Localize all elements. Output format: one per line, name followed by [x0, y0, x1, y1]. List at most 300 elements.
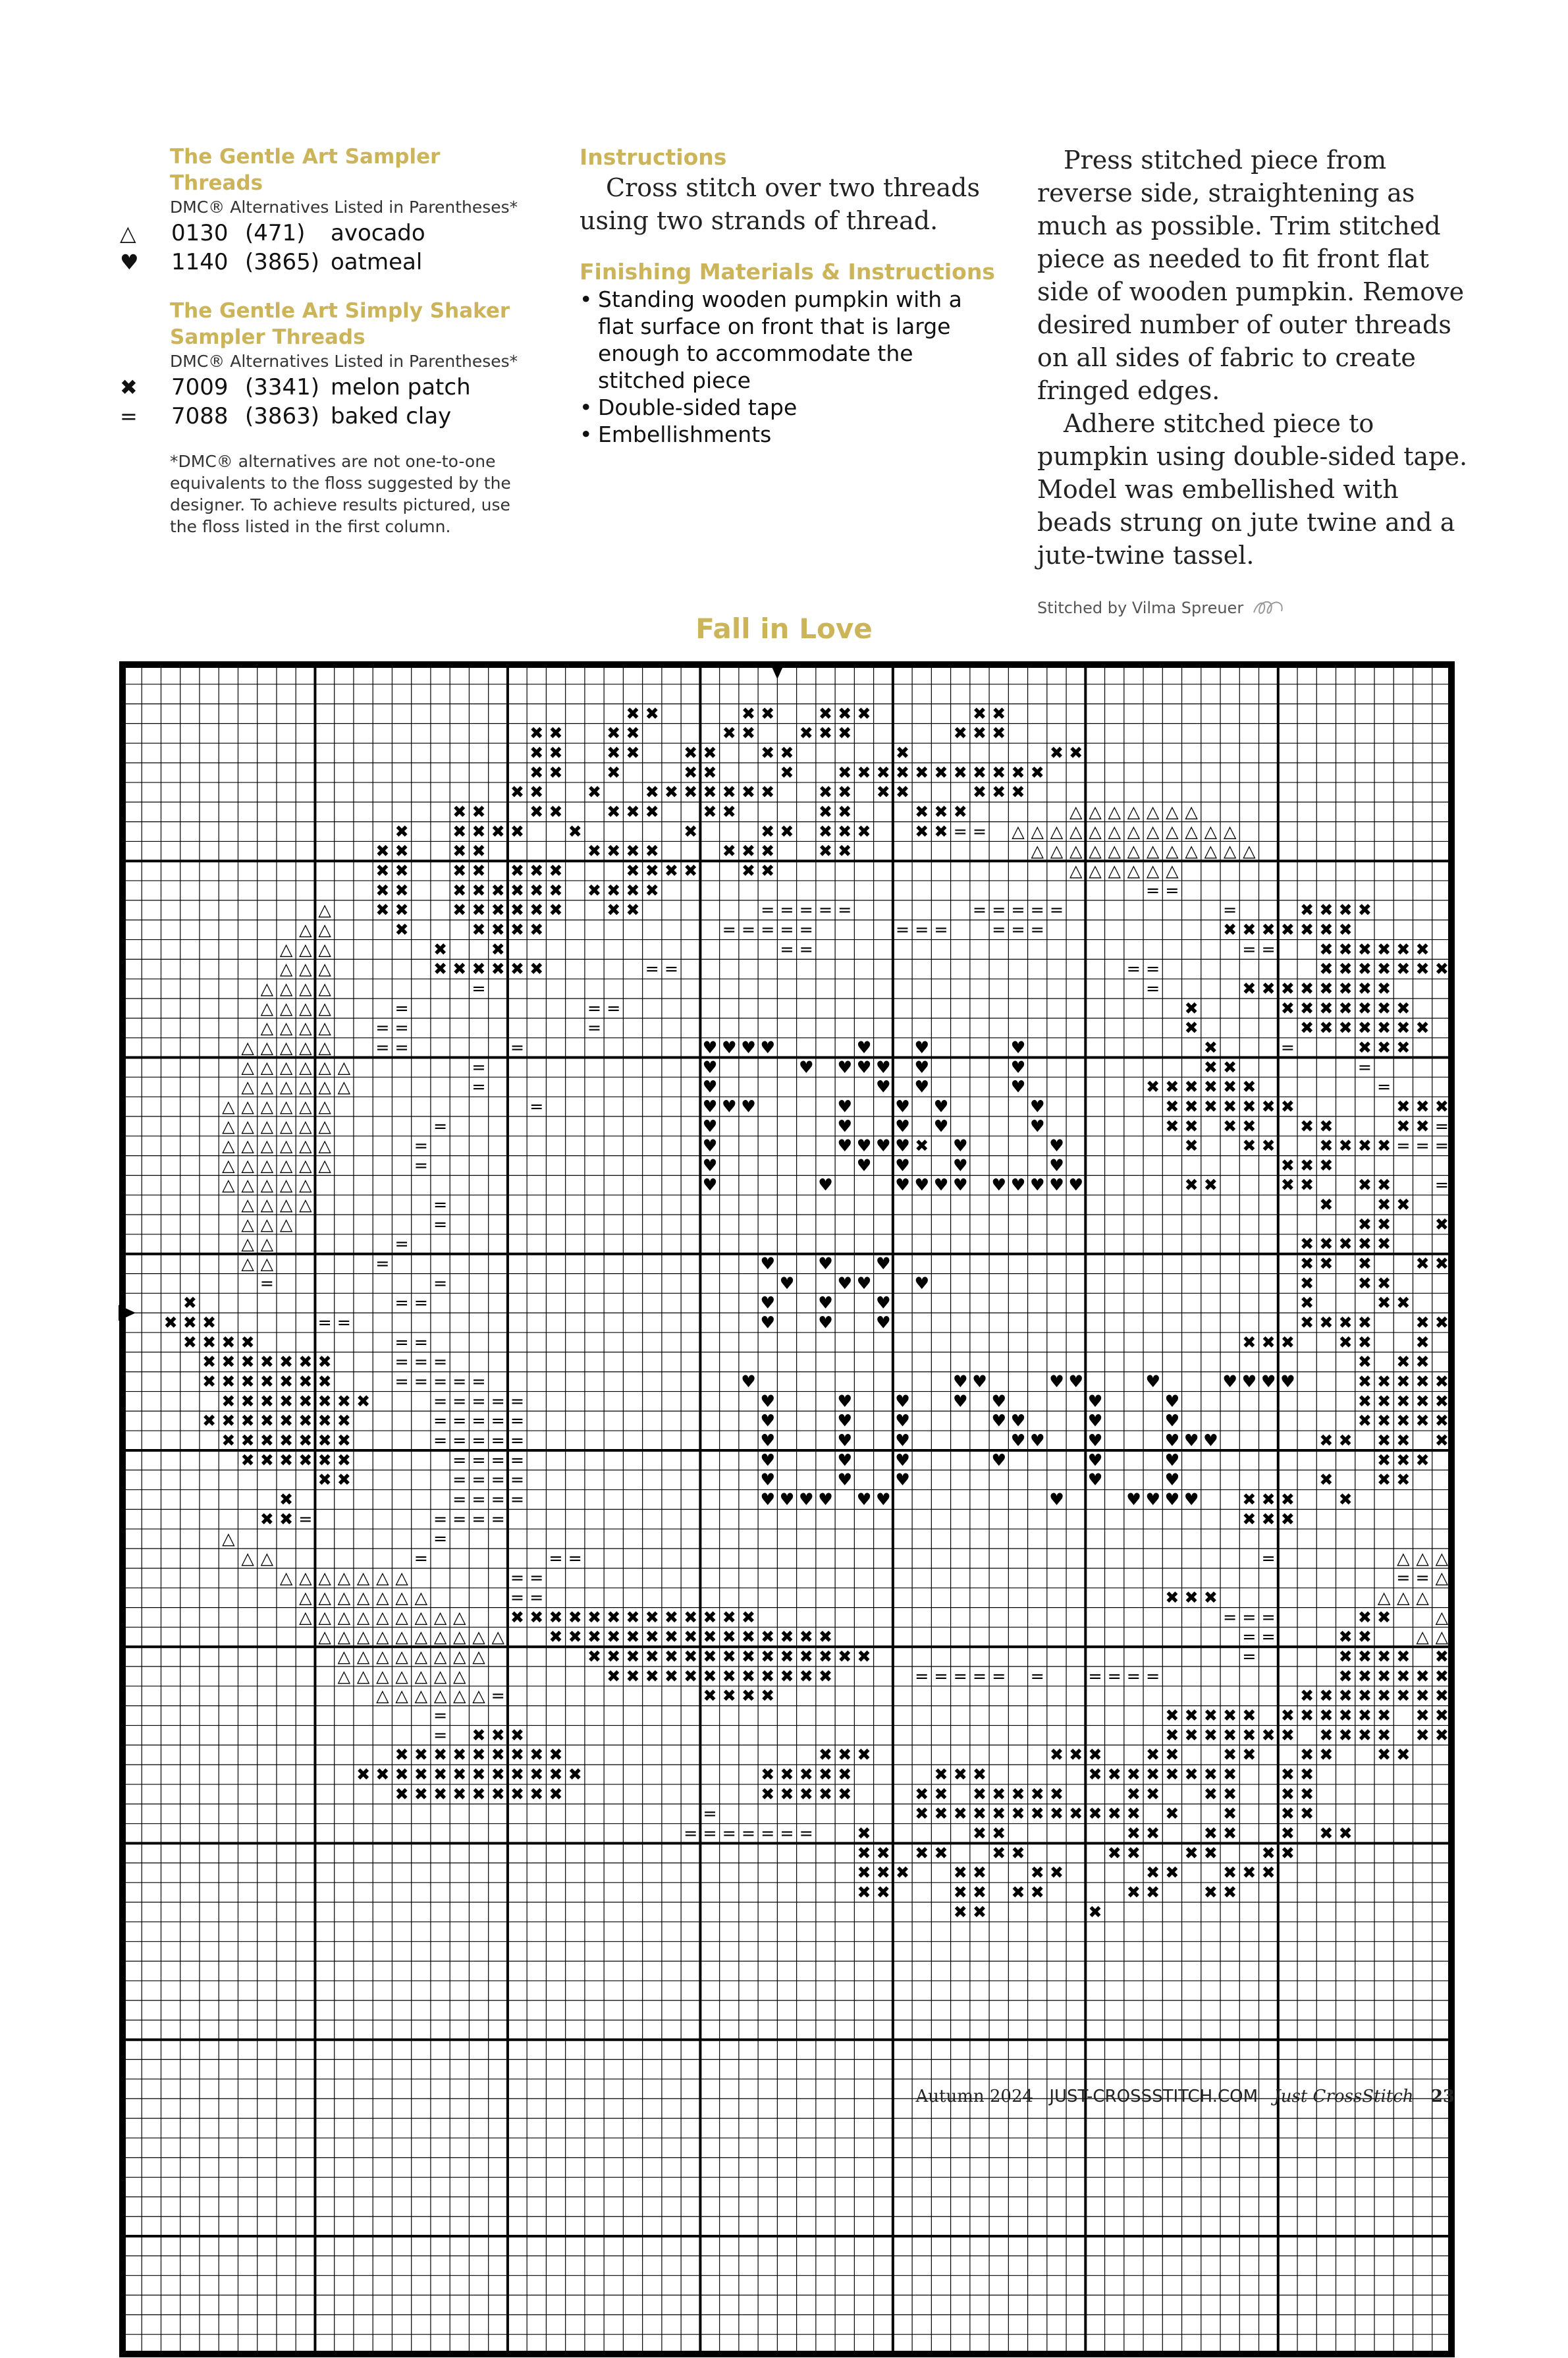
stitch-melon-patch: ✖ [394, 1744, 409, 1765]
stitch-melon-patch: ✖ [934, 1764, 948, 1784]
stitch-melon-patch: ✖ [1223, 1705, 1237, 1726]
stitch-oatmeal: ♥ [991, 1450, 1007, 1470]
stitch-melon-patch: ✖ [221, 1430, 236, 1450]
stitch-melon-patch: ✖ [221, 1390, 236, 1411]
stitch-oatmeal: ♥ [760, 1253, 776, 1274]
stitch-melon-patch: ✖ [1261, 1724, 1276, 1745]
stitch-avocado: △ [1089, 840, 1102, 861]
stitch-avocado: △ [318, 978, 331, 999]
stitch-melon-patch: ✖ [1300, 1784, 1314, 1804]
stitch-avocado: △ [1204, 821, 1218, 841]
stitch-melon-patch: ✖ [1242, 1096, 1257, 1116]
stitch-oatmeal: ♥ [702, 1076, 718, 1097]
stitch-melon-patch: ✖ [240, 1371, 255, 1391]
stitch-melon-patch: ✖ [645, 1626, 659, 1647]
stitch-melon-patch: ✖ [1319, 919, 1334, 939]
stitch-melon-patch: ✖ [549, 1626, 563, 1647]
stitch-melon-patch: ✖ [279, 1371, 294, 1391]
stitch-oatmeal: ♥ [1280, 1371, 1295, 1391]
stitch-melon-patch: ✖ [607, 723, 621, 743]
stitch-avocado: △ [260, 998, 274, 1018]
stitch-melon-patch: ✖ [626, 703, 640, 723]
stitch-melon-patch: ✖ [1088, 1902, 1102, 1922]
stitch-avocado: △ [299, 1076, 312, 1097]
stitch-baked-clay: = [510, 1587, 525, 1608]
stitch-avocado: △ [376, 1666, 389, 1686]
stitch-melon-patch: ✖ [1069, 1744, 1083, 1765]
stitch-melon-patch: ✖ [1184, 1174, 1199, 1195]
stitch-avocado: △ [318, 1096, 331, 1116]
stitch-baked-clay: = [645, 958, 659, 979]
stitch-oatmeal: ♥ [702, 1096, 718, 1116]
stitch-oatmeal: ♥ [779, 1489, 795, 1509]
stitch-melon-patch: ✖ [1184, 1764, 1199, 1784]
stitch-avocado: △ [318, 1626, 331, 1647]
stitch-melon-patch: ✖ [452, 880, 467, 900]
stitch-oatmeal: ♥ [875, 1056, 891, 1077]
stitch-oatmeal: ♥ [914, 1076, 930, 1097]
stitch-melon-patch: ✖ [491, 1724, 505, 1745]
stitch-melon-patch: ✖ [799, 1764, 813, 1784]
stitch-oatmeal: ♥ [1260, 1371, 1276, 1391]
stitch-melon-patch: ✖ [259, 1410, 274, 1431]
stitch-melon-patch: ✖ [1126, 1784, 1141, 1804]
stitch-avocado: △ [260, 1136, 274, 1156]
stitch-baked-clay: = [934, 919, 948, 939]
stitch-melon-patch: ✖ [1126, 1823, 1141, 1843]
stitch-melon-patch: ✖ [1300, 1744, 1314, 1765]
stitch-oatmeal: ♥ [856, 1489, 872, 1509]
stitch-baked-clay: = [761, 1823, 775, 1843]
stitch-avocado: △ [395, 1568, 408, 1588]
stitch-melon-patch: ✖ [510, 860, 525, 881]
stitch-melon-patch: ✖ [857, 1646, 871, 1666]
stitch-melon-patch: ✖ [510, 958, 525, 979]
stitch-avocado: △ [279, 1056, 293, 1077]
stitch-melon-patch: ✖ [1357, 939, 1372, 959]
stitch-avocado: △ [318, 1606, 331, 1627]
stitch-melon-patch: ✖ [741, 703, 756, 723]
stitch-melon-patch: ✖ [240, 1332, 255, 1352]
stitch-melon-patch: ✖ [240, 1430, 255, 1450]
stitch-melon-patch: ✖ [298, 1410, 313, 1431]
stitch-melon-patch: ✖ [472, 880, 486, 900]
stitch-oatmeal: ♥ [933, 1174, 949, 1195]
stitch-melon-patch: ✖ [741, 1686, 756, 1706]
thread-key-column [119, 144, 540, 537]
stitch-oatmeal: ♥ [837, 1056, 853, 1077]
key-color-name: baked clay [331, 403, 452, 429]
stitch-oatmeal: ♥ [760, 1469, 776, 1490]
stitch-melon-patch: ✖ [1203, 1096, 1218, 1116]
stitch-melon-patch: ✖ [529, 742, 544, 763]
stitch-baked-clay: = [741, 1823, 756, 1843]
stitch-oatmeal: ♥ [1087, 1450, 1103, 1470]
stitch-oatmeal: ♥ [818, 1489, 833, 1509]
stitch-melon-patch: ✖ [375, 1764, 390, 1784]
stitch-oatmeal: ♥ [1164, 1450, 1180, 1470]
stitch-melon-patch: ✖ [375, 840, 390, 861]
stitch-avocado: △ [1108, 840, 1121, 861]
stitch-melon-patch: ✖ [645, 840, 659, 861]
stitch-avocado: △ [356, 1626, 370, 1647]
stitch-oatmeal: ♥ [875, 1253, 891, 1274]
stitch-melon-patch: ✖ [317, 1450, 332, 1470]
stitch-baked-clay: = [394, 1332, 409, 1352]
stitch-melon-patch: ✖ [1184, 1705, 1199, 1726]
stitch-avocado: △ [414, 1587, 428, 1608]
stitch-baked-clay: = [587, 998, 602, 1018]
stitch-melon-patch: ✖ [607, 900, 621, 920]
stitch-melon-patch: ✖ [1280, 978, 1295, 999]
stitch-avocado: △ [260, 1174, 274, 1195]
stitch-melon-patch: ✖ [1434, 1214, 1449, 1234]
stitch-melon-patch: ✖ [1434, 1646, 1449, 1666]
stitch-melon-patch: ✖ [1049, 742, 1064, 763]
stitch-baked-clay: = [1261, 939, 1276, 959]
stitch-melon-patch: ✖ [1377, 1705, 1392, 1726]
stitch-avocado: △ [414, 1666, 428, 1686]
stitch-melon-patch: ✖ [317, 1430, 332, 1450]
stitch-melon-patch: ✖ [549, 1606, 563, 1627]
stitch-baked-clay: = [761, 900, 775, 920]
stitch-baked-clay: = [780, 939, 794, 959]
stitch-oatmeal: ♥ [837, 1273, 853, 1293]
stitch-avocado: △ [318, 998, 331, 1018]
stitch-melon-patch: ✖ [1223, 1882, 1237, 1902]
stitch-oatmeal: ♥ [1049, 1155, 1064, 1175]
stitch-melon-patch: ✖ [1415, 1253, 1430, 1274]
stitch-melon-patch: ✖ [1377, 1646, 1392, 1666]
stitch-oatmeal: ♥ [818, 1253, 833, 1274]
stitch-melon-patch: ✖ [529, 782, 544, 802]
stitch-baked-clay: = [298, 1508, 313, 1529]
stitch-oatmeal: ♥ [991, 1390, 1007, 1411]
stitch-melon-patch: ✖ [510, 1744, 525, 1765]
stitch-melon-patch: ✖ [298, 1450, 313, 1470]
stitch-melon-patch: ✖ [1396, 1018, 1411, 1038]
stitch-melon-patch: ✖ [645, 1666, 659, 1686]
stitch-avocado: △ [337, 1568, 351, 1588]
stitch-melon-patch: ✖ [992, 1842, 1006, 1863]
key-row-melon-patch [119, 373, 540, 402]
stitch-melon-patch: ✖ [818, 840, 833, 861]
stitch-melon-patch: ✖ [780, 742, 794, 763]
stitch-melon-patch: ✖ [761, 742, 775, 763]
stitch-melon-patch: ✖ [221, 1410, 236, 1431]
stitch-melon-patch: ✖ [1434, 958, 1449, 979]
stitch-avocado: △ [260, 1096, 274, 1116]
stitch-baked-clay: = [414, 1155, 428, 1175]
stitch-baked-clay: = [433, 1410, 448, 1431]
stitch-melon-patch: ✖ [972, 1882, 987, 1902]
stitch-melon-patch: ✖ [433, 1764, 448, 1784]
stitch-melon-patch: ✖ [818, 723, 833, 743]
stitch-baked-clay: = [703, 1803, 717, 1824]
stitch-avocado: △ [299, 1568, 312, 1588]
stitch-avocado: △ [299, 1136, 312, 1156]
stitch-melon-patch: ✖ [414, 1764, 428, 1784]
stitch-melon-patch: ✖ [664, 1626, 679, 1647]
stitch-melon-patch: ✖ [1357, 1724, 1372, 1745]
stitch-melon-patch: ✖ [1319, 1469, 1334, 1490]
stitch-oatmeal: ♥ [933, 1096, 949, 1116]
stitch-oatmeal: ♥ [702, 1174, 718, 1195]
stitch-oatmeal: ♥ [837, 1469, 853, 1490]
stitch-melon-patch: ✖ [1300, 1273, 1314, 1293]
stitch-melon-patch: ✖ [645, 1606, 659, 1627]
stitch-avocado: △ [318, 1056, 331, 1077]
instructions-text: Cross stitch over two threads using two strands of thread. [580, 173, 980, 235]
stitch-melon-patch: ✖ [626, 1646, 640, 1666]
finishing-text-column [1037, 144, 1472, 618]
stitch-melon-patch: ✖ [741, 723, 756, 743]
stitch-melon-patch: ✖ [626, 860, 640, 881]
stitch-oatmeal: ♥ [875, 1136, 891, 1156]
stitch-melon-patch: ✖ [1223, 1744, 1237, 1765]
stitch-melon-patch: ✖ [221, 1371, 236, 1391]
stitch-oatmeal: ♥ [1010, 1056, 1026, 1077]
stitch-melon-patch: ✖ [317, 1371, 332, 1391]
stitch-melon-patch: ✖ [491, 919, 505, 939]
stitch-melon-patch: ✖ [1126, 1882, 1141, 1902]
stitch-melon-patch: ✖ [1357, 1332, 1372, 1352]
stitch-melon-patch: ✖ [664, 1666, 679, 1686]
stitch-avocado: △ [279, 1076, 293, 1097]
stitch-melon-patch: ✖ [549, 900, 563, 920]
stitch-melon-patch: ✖ [587, 1606, 602, 1627]
stitch-melon-patch: ✖ [472, 1764, 486, 1784]
stitch-avocado: △ [433, 1646, 447, 1666]
stitch-melon-patch: ✖ [992, 703, 1006, 723]
stitch-avocado: △ [299, 1096, 312, 1116]
stitch-oatmeal: ♥ [760, 1430, 776, 1450]
list-item: • Standing wooden pumpkin with a flat surface on front that is large enough to accommodate the stitched piece [580, 286, 1001, 394]
stitch-baked-clay: = [780, 919, 794, 939]
stitch-melon-patch: ✖ [356, 1390, 371, 1411]
stitch-avocado: △ [279, 998, 293, 1018]
key-dmc: (471) [245, 220, 306, 246]
stitch-melon-patch: ✖ [915, 802, 929, 822]
stitch-avocado: △ [260, 1018, 274, 1038]
stitch-melon-patch: ✖ [972, 782, 987, 802]
stitch-melon-patch: ✖ [818, 821, 833, 841]
stitch-melon-patch: ✖ [452, 1744, 467, 1765]
stitch-melon-patch: ✖ [838, 802, 852, 822]
stitch-baked-clay: = [799, 939, 813, 959]
stitch-melon-patch: ✖ [972, 1803, 987, 1824]
stitch-melon-patch: ✖ [549, 1744, 563, 1765]
stitch-avocado: △ [299, 1116, 312, 1136]
stitch-avocado: △ [260, 1155, 274, 1175]
stitch-baked-clay: = [452, 1489, 467, 1509]
stitch-avocado: △ [299, 1194, 312, 1215]
stitch-baked-clay: = [953, 1666, 967, 1686]
stitch-melon-patch: ✖ [1377, 1430, 1392, 1450]
stitch-melon-patch: ✖ [1377, 1194, 1392, 1215]
stitch-oatmeal: ♥ [914, 1273, 930, 1293]
stitch-avocado: △ [279, 1096, 293, 1116]
stitch-melon-patch: ✖ [1184, 1724, 1199, 1745]
stitch-melon-patch: ✖ [1338, 939, 1353, 959]
stitch-oatmeal: ♥ [760, 1312, 776, 1332]
stitch-baked-clay: = [1126, 958, 1141, 979]
stitch-melon-patch: ✖ [818, 1666, 833, 1686]
stitch-melon-patch: ✖ [1049, 1784, 1064, 1804]
stitch-avocado: △ [453, 1646, 466, 1666]
stitch-baked-clay: = [1396, 1568, 1411, 1588]
stitch-melon-patch: ✖ [761, 1686, 775, 1706]
stitch-avocado: △ [1108, 802, 1121, 822]
stitch-oatmeal: ♥ [837, 1410, 853, 1431]
stitch-baked-clay: = [472, 1508, 486, 1529]
stitch-avocado: △ [472, 1686, 485, 1706]
stitch-melon-patch: ✖ [1280, 1489, 1295, 1509]
stitch-avocado: △ [1069, 860, 1083, 881]
stitch-melon-patch: ✖ [1242, 1332, 1257, 1352]
stitch-melon-patch: ✖ [1319, 958, 1334, 979]
stitch-melon-patch: ✖ [1338, 1489, 1353, 1509]
stitch-melon-patch: ✖ [780, 1626, 794, 1647]
stitch-melon-patch: ✖ [876, 1842, 890, 1863]
stitch-melon-patch: ✖ [741, 782, 756, 802]
stitch-baked-clay: = [375, 1253, 390, 1274]
stitch-oatmeal: ♥ [837, 1450, 853, 1470]
stitch-melon-patch: ✖ [1300, 978, 1314, 999]
stitch-oatmeal: ♥ [1183, 1430, 1199, 1450]
stitch-avocado: △ [241, 1214, 254, 1234]
stitch-melon-patch: ✖ [1223, 919, 1237, 939]
stitch-melon-patch: ✖ [1396, 1390, 1411, 1411]
stitch-melon-patch: ✖ [607, 1606, 621, 1627]
stitch-melon-patch: ✖ [1165, 1862, 1179, 1882]
stitch-melon-patch: ✖ [953, 1764, 967, 1784]
stitch-melon-patch: ✖ [259, 1371, 274, 1391]
stitch-melon-patch: ✖ [1396, 1410, 1411, 1431]
stitch-melon-patch: ✖ [703, 1666, 717, 1686]
stitch-baked-clay: = [491, 1450, 505, 1470]
stitch-melon-patch: ✖ [1415, 958, 1430, 979]
stitch-avocado: △ [395, 1626, 408, 1647]
stitch-melon-patch: ✖ [529, 802, 544, 822]
stitch-avocado: △ [472, 1646, 485, 1666]
stitch-baked-clay: = [433, 1724, 448, 1745]
stitch-melon-patch: ✖ [491, 821, 505, 841]
shaker-threads-subtitle: DMC® Alternatives Listed in Parentheses* [170, 352, 518, 371]
stitch-baked-clay: = [491, 1390, 505, 1411]
stitch-avocado: △ [1416, 1626, 1429, 1647]
stitch-baked-clay: = [491, 1686, 505, 1706]
stitch-avocado: △ [1012, 821, 1025, 841]
stitch-avocado: △ [376, 1587, 389, 1608]
stitch-oatmeal: ♥ [875, 1489, 891, 1509]
stitch-melon-patch: ✖ [1377, 1724, 1392, 1745]
stitch-melon-patch: ✖ [1377, 1410, 1392, 1431]
stitch-avocado: △ [453, 1686, 466, 1706]
stitch-melon-patch: ✖ [761, 860, 775, 881]
stitch-oatmeal: ♥ [875, 1076, 891, 1097]
stitch-melon-patch: ✖ [1357, 1686, 1372, 1706]
stitch-melon-patch: ✖ [1396, 1037, 1411, 1057]
stitch-melon-patch: ✖ [1338, 1018, 1353, 1038]
stitch-melon-patch: ✖ [992, 762, 1006, 782]
stitch-oatmeal: ♥ [1087, 1430, 1103, 1450]
stitch-melon-patch: ✖ [1338, 1312, 1353, 1332]
stitch-baked-clay: = [491, 1508, 505, 1529]
stitch-melon-patch: ✖ [298, 1371, 313, 1391]
stitch-melon-patch: ✖ [761, 1784, 775, 1804]
stitch-melon-patch: ✖ [568, 821, 582, 841]
stitch-melon-patch: ✖ [1011, 1803, 1025, 1824]
stitch-melon-patch: ✖ [1396, 1194, 1411, 1215]
stitch-melon-patch: ✖ [529, 880, 544, 900]
stitch-melon-patch: ✖ [1357, 1273, 1372, 1293]
stitch-melon-patch: ✖ [1377, 1744, 1392, 1765]
stitch-avocado: △ [299, 1587, 312, 1608]
stitch-melon-patch: ✖ [452, 860, 467, 881]
stitch-melon-patch: ✖ [838, 1646, 852, 1666]
stitch-melon-patch: ✖ [703, 1606, 717, 1627]
key-row-avocado [119, 219, 540, 248]
stitch-melon-patch: ✖ [1300, 1292, 1314, 1313]
stitch-baked-clay: = [1242, 1606, 1257, 1627]
stitch-melon-patch: ✖ [1357, 1352, 1372, 1372]
key-row-baked-clay [119, 402, 540, 431]
stitch-melon-patch: ✖ [799, 1626, 813, 1647]
stitch-baked-clay: = [703, 1823, 717, 1843]
stitch-baked-clay: = [510, 1037, 525, 1057]
stitch-melon-patch: ✖ [1415, 939, 1430, 959]
finishing-heading: Finishing Materials & Instructions [580, 259, 995, 285]
stitch-melon-patch: ✖ [722, 1606, 736, 1627]
stitch-avocado: △ [318, 900, 331, 920]
stitch-melon-patch: ✖ [953, 1882, 967, 1902]
stitch-melon-patch: ✖ [953, 1862, 967, 1882]
stitch-melon-patch: ✖ [529, 762, 544, 782]
stitch-melon-patch: ✖ [799, 1646, 813, 1666]
stitch-melon-patch: ✖ [1319, 1744, 1334, 1765]
stitch-baked-clay: = [818, 900, 833, 920]
stitch-melon-patch: ✖ [761, 1666, 775, 1686]
stitch-melon-patch: ✖ [1415, 1096, 1430, 1116]
stitch-baked-clay: = [472, 1430, 486, 1450]
stitch-melon-patch: ✖ [549, 762, 563, 782]
stitch-melon-patch: ✖ [549, 860, 563, 881]
stitch-baked-clay: = [1107, 1666, 1122, 1686]
stitch-melon-patch: ✖ [1049, 1803, 1064, 1824]
stitch-baked-clay: = [799, 919, 813, 939]
stitch-baked-clay: = [491, 1489, 505, 1509]
credit-text: Stitched by Vilma Spreuer [1037, 599, 1244, 617]
stitch-melon-patch: ✖ [684, 762, 698, 782]
stitch-melon-patch: ✖ [510, 821, 525, 841]
stitch-avocado: △ [1166, 860, 1179, 881]
stitch-melon-patch: ✖ [1396, 1450, 1411, 1470]
stitch-oatmeal: ♥ [856, 1155, 872, 1175]
stitch-baked-clay: = [1415, 1568, 1430, 1588]
stitch-melon-patch: ✖ [529, 723, 544, 743]
stitch-avocado: △ [241, 1096, 254, 1116]
stitch-avocado: △ [395, 1606, 408, 1627]
stitch-avocado: △ [279, 1214, 293, 1234]
stitch-melon-patch: ✖ [1146, 1764, 1160, 1784]
stitch-melon-patch: ✖ [491, 1744, 505, 1765]
stitch-melon-patch: ✖ [1261, 1489, 1276, 1509]
stitch-melon-patch: ✖ [510, 1606, 525, 1627]
stitch-oatmeal: ♥ [952, 1136, 968, 1156]
stitch-baked-clay: = [452, 1450, 467, 1470]
stitch-melon-patch: ✖ [1126, 1803, 1141, 1824]
